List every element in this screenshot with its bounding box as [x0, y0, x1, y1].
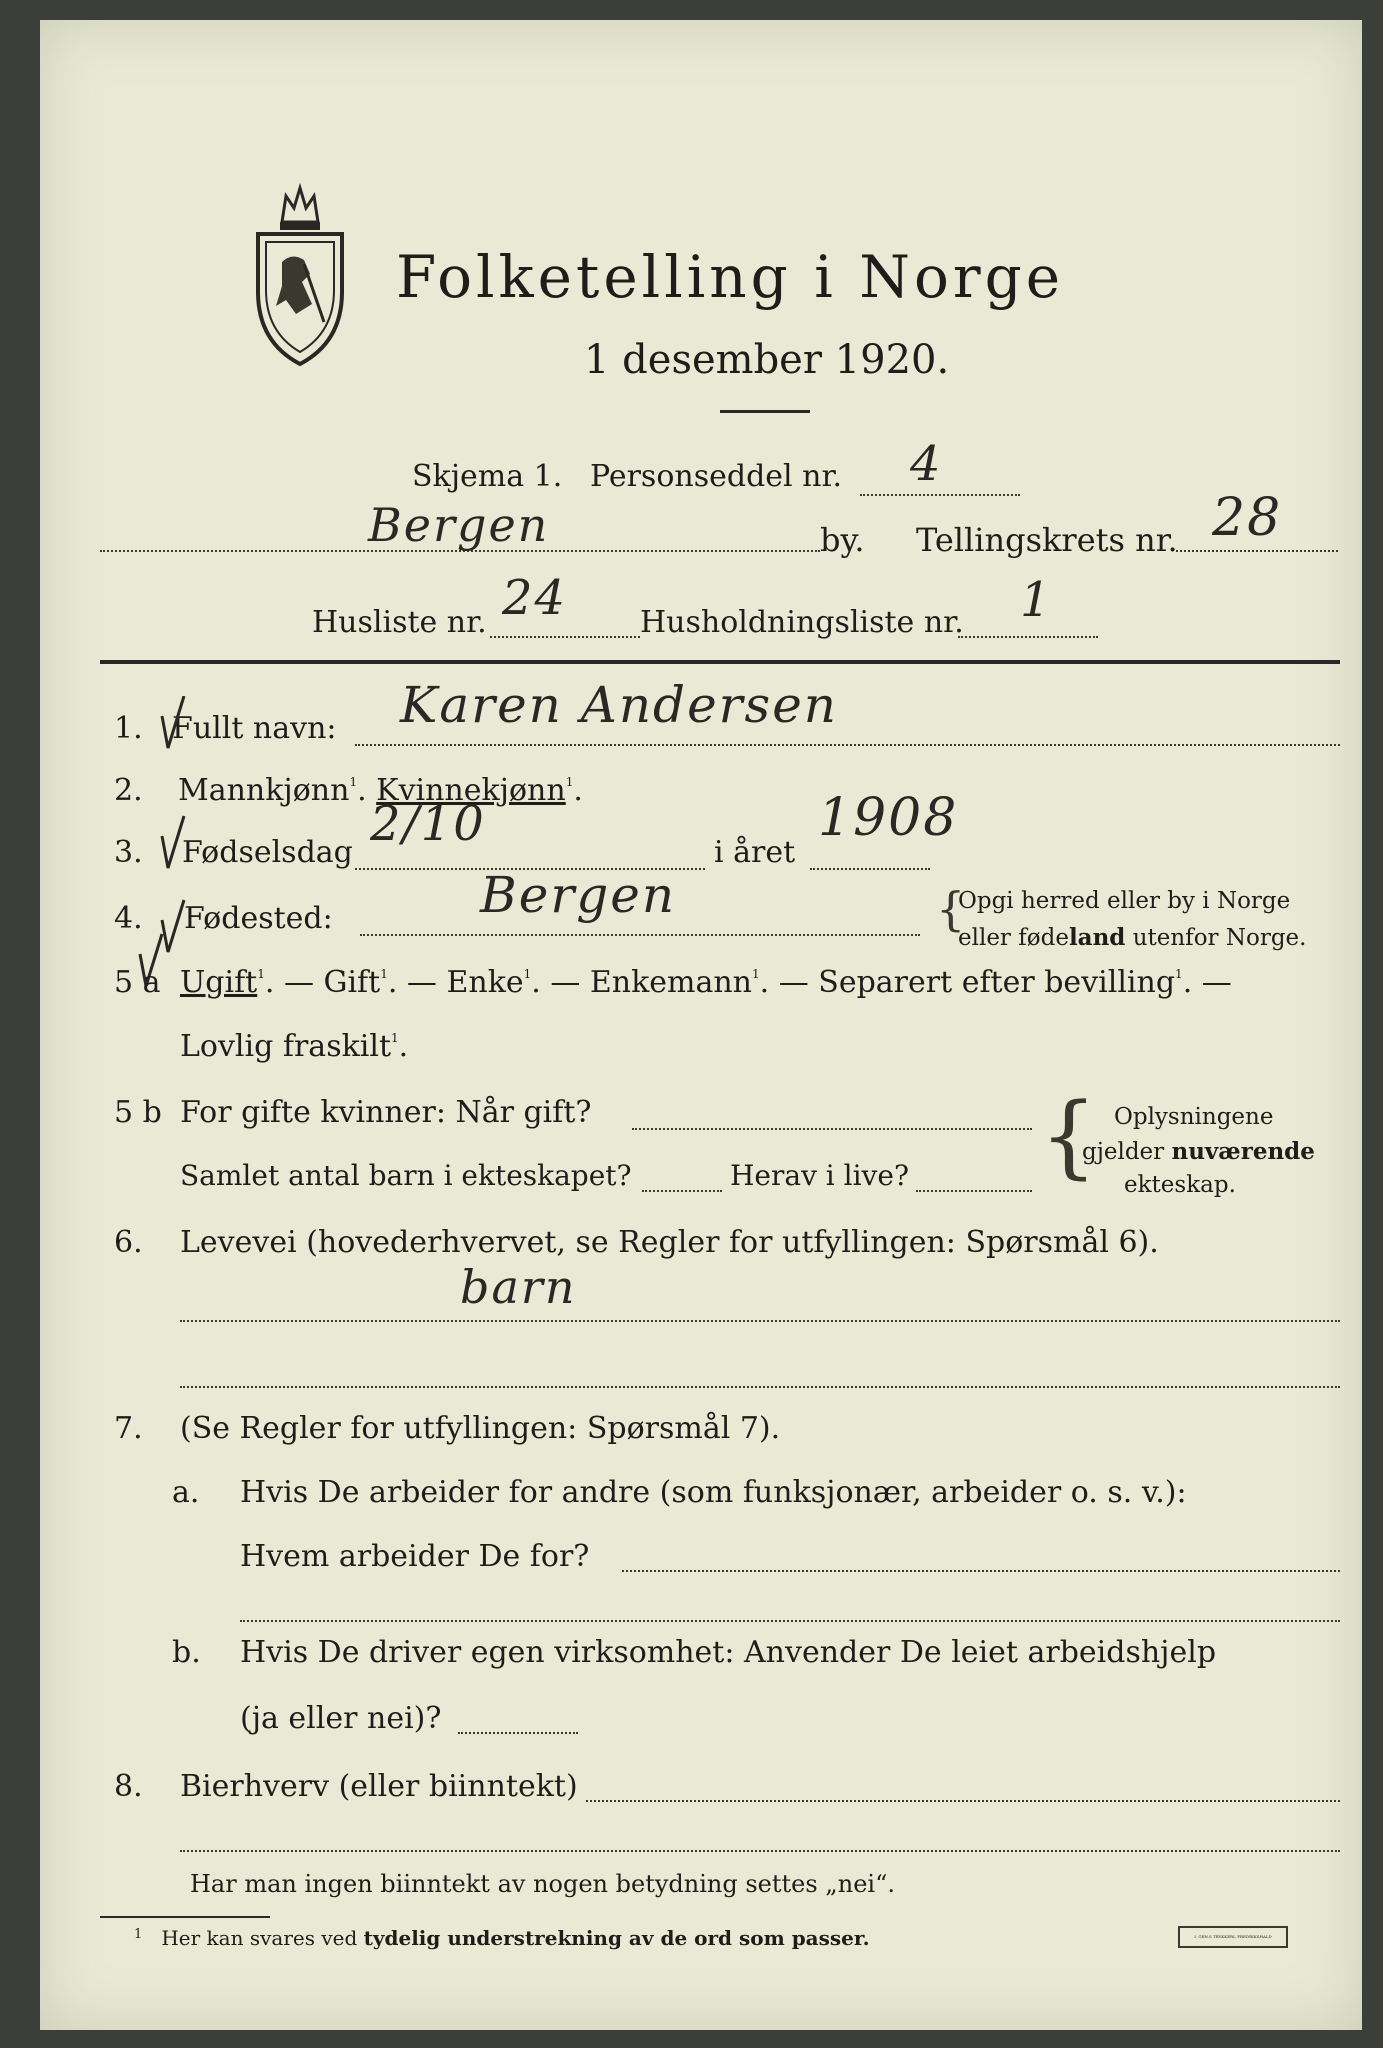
q4-line — [360, 934, 920, 936]
q5b-line2b-field — [916, 1190, 1032, 1192]
personseddel-line — [860, 494, 1020, 496]
q4-value[interactable]: Bergen — [480, 866, 677, 924]
q3-label: Fødselsdag — [182, 835, 353, 870]
q3-year-value[interactable]: 1908 — [818, 788, 959, 848]
q3-number: 3. — [114, 835, 143, 870]
tick-marks-icon — [132, 696, 192, 996]
q5a-ugift[interactable]: Ugift — [180, 965, 258, 1000]
q4-note-line2: eller fødeland utenfor Norge. — [958, 924, 1307, 951]
q5a-options: Ugift$^1$. — Gift$^1$. — Enke$^1$. — Enkemann$^1$. — Separert efter bevilling$^1$. — — [180, 965, 1232, 1000]
q4-note-line1: Opgi herred eller by i Norge — [958, 888, 1291, 914]
q3-year-label: i året — [714, 835, 796, 870]
q7b-text: Hvis De driver egen virksomhet: Anvender De leiet arbeidshjelp — [240, 1635, 1217, 1670]
husliste-label: Husliste nr. — [312, 605, 487, 640]
q7a-line1 — [622, 1570, 1340, 1572]
q4-number: 4. — [114, 901, 143, 936]
q7a-number: a. — [172, 1475, 200, 1510]
q5b-note2: gjelder nuværende — [1082, 1138, 1315, 1165]
q8-line2 — [180, 1850, 1340, 1852]
title-divider — [720, 410, 810, 413]
footnote-rule — [100, 1916, 270, 1918]
q5b-note1: Oplysningene — [1114, 1104, 1274, 1130]
q2-mann[interactable]: Mannkjønn — [178, 773, 350, 808]
q4-note-bracket: { — [936, 882, 966, 936]
personseddel-value[interactable]: 4 — [910, 436, 943, 492]
husholdningsliste-label: Husholdningsliste nr. — [640, 605, 964, 640]
form-date: 1 desember 1920. — [584, 337, 950, 383]
husliste-line — [490, 636, 640, 638]
footnote: $^1$ Her kan svares ved tydelig understrekning av de ord som passer. — [134, 1926, 870, 1950]
by-label: by. — [820, 521, 865, 559]
q4-label: Fødested: — [184, 901, 333, 936]
q5a-separert[interactable]: Separert efter bevilling — [818, 965, 1176, 1000]
q5a-enke[interactable]: Enke — [446, 965, 524, 1000]
personseddel-label: Personseddel nr. — [590, 459, 843, 494]
skjema-label: Skjema 1. — [412, 459, 563, 494]
q8-label: Bierhverv (eller biinntekt) — [180, 1769, 578, 1804]
q1-number: 1. — [114, 711, 143, 746]
tellingskrets-value[interactable]: 28 — [1212, 488, 1283, 548]
q8-number: 8. — [114, 1769, 143, 1804]
q3-year-line — [810, 868, 930, 870]
q5b-line1-field — [632, 1128, 1032, 1130]
husholdningsliste-value[interactable]: 1 — [1020, 572, 1053, 628]
form-title: Folketelling i Norge — [396, 243, 1065, 311]
q7a-question: Hvem arbeider De for? — [240, 1539, 590, 1574]
q5b-line2a-field — [642, 1190, 722, 1192]
q8-line1 — [586, 1800, 1340, 1802]
census-form — [40, 20, 1362, 2030]
tellingskrets-line — [1176, 550, 1338, 552]
q5b-note3: ekteskap. — [1124, 1172, 1236, 1198]
bottom-note: Har man ingen biinntekt av nogen betydning settes „nei“. — [190, 1870, 895, 1898]
tellingskrets-label: Tellingskrets nr. — [916, 521, 1178, 559]
q5a-gift[interactable]: Gift — [323, 965, 381, 1000]
q1-label: Fullt navn: — [172, 711, 337, 746]
q1-line — [355, 744, 1340, 746]
q1-value[interactable]: Karen Andersen — [400, 676, 839, 734]
q7b-question: (ja eller nei)? — [240, 1701, 442, 1736]
q5a-options-line2: Lovlig fraskilt$^1$. — [180, 1029, 409, 1064]
header-rule — [100, 660, 1340, 664]
q2-options: Mannkjønn$^1$. Kvinnekjønn$^1$. — [178, 773, 583, 808]
q7a-text: Hvis De arbeider for andre (som funksjonær, arbeider o. s. v.): — [240, 1475, 1187, 1510]
q5b-line2a: Samlet antal barn i ekteskapet? — [180, 1159, 632, 1192]
q6-value[interactable]: barn — [460, 1260, 577, 1314]
q5a-fraskilt[interactable]: Lovlig fraskilt — [180, 1029, 392, 1064]
city-value[interactable]: Bergen — [368, 498, 550, 552]
q6-line2 — [180, 1386, 1340, 1388]
q6-line1 — [180, 1320, 1340, 1322]
q6-label: Levevei (hovederhvervet, se Regler for utfyllingen: Spørsmål 6). — [180, 1225, 1159, 1260]
q5b-line2b: Herav i live? — [730, 1159, 909, 1192]
q5b-number: 5 b — [114, 1095, 162, 1130]
printer-stamp: I. GEN.S TRYKKERI, FREDRIKSHALD — [1178, 1926, 1288, 1948]
q5a-number: 5 a — [114, 965, 161, 1000]
q2-number: 2. — [114, 773, 143, 808]
husholdningsliste-line — [958, 636, 1098, 638]
q7b-number: b. — [172, 1635, 201, 1670]
q7-label: (Se Regler for utfyllingen: Spørsmål 7). — [180, 1411, 781, 1446]
husliste-value[interactable]: 24 — [502, 570, 568, 626]
q7a-line2 — [240, 1620, 1340, 1622]
q7b-line — [458, 1732, 578, 1734]
q5b-line1: For gifte kvinner: Når gift? — [180, 1095, 592, 1130]
coat-of-arms-icon — [252, 182, 348, 368]
q2-kvinne[interactable]: Kvinnekjønn — [376, 773, 566, 808]
q6-number: 6. — [114, 1225, 143, 1260]
q5a-enkemann[interactable]: Enkemann — [589, 965, 753, 1000]
q3-value[interactable]: 2/10 — [370, 796, 486, 852]
q7-number: 7. — [114, 1411, 143, 1446]
q5b-bracket: { — [1040, 1084, 1098, 1189]
